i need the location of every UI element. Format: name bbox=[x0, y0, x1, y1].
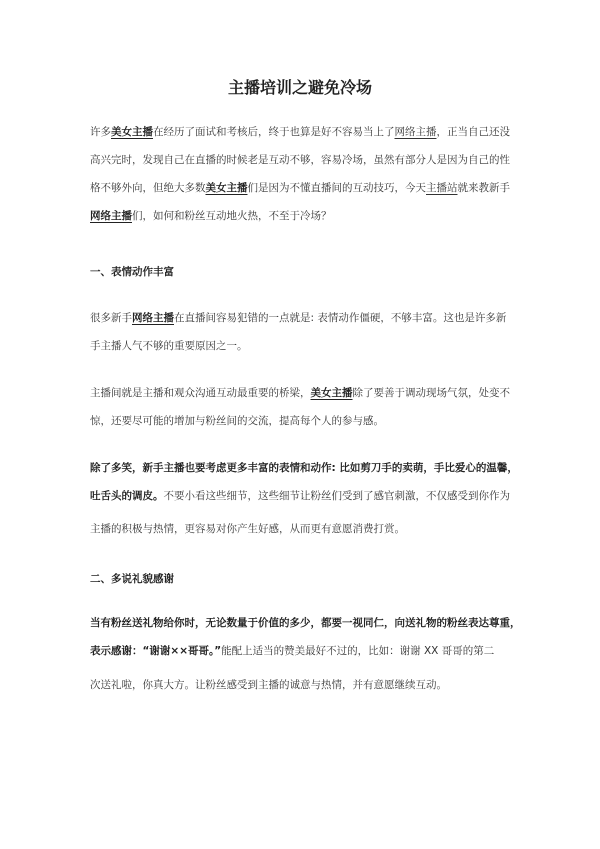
text-line bbox=[90, 671, 530, 699]
intro-paragraph bbox=[90, 118, 530, 230]
text-line bbox=[90, 407, 530, 435]
text-segment: 们，如何和粉丝互动地火热，不至于冷场？ bbox=[132, 210, 332, 222]
text-segment: 手主播人气不够的重要原因之一。 bbox=[90, 340, 248, 352]
text-line bbox=[90, 202, 530, 230]
text-segment: 在经历了面试和考核后，终于也算是好不容易当上了 bbox=[153, 126, 395, 138]
text-segment: 次送礼啦，你真大方。让粉丝感受到主播的诚意与热情，并有意愿继续互动。 bbox=[90, 679, 447, 691]
text-segment: 就来教新手 bbox=[457, 182, 510, 194]
section-heading-text: 一、表情动作丰富 bbox=[90, 266, 174, 278]
keyword-link[interactable]: 主播站 bbox=[426, 182, 458, 194]
body-paragraph bbox=[90, 609, 530, 699]
body-paragraph bbox=[90, 454, 530, 543]
section-heading bbox=[90, 258, 530, 286]
bold-text-segment: 当有粉丝送礼物给你时，无论数量于价值的多少，都要一视同仁，向送礼物的粉丝表达尊重， bbox=[90, 617, 521, 629]
text-segment: 在直播间容易犯错的一点就是: 表情动作僵硬，不够丰富。这也是许多新 bbox=[174, 312, 507, 324]
text-line bbox=[90, 304, 530, 332]
text-segment: 许多 bbox=[90, 126, 111, 138]
bold-text-segment: 除了多笑，新手主播也要考虑更多丰富的表情和动作: 比如剪刀手的卖萌，手比爱心的温馨， bbox=[90, 462, 518, 474]
text-segment: 很多新手 bbox=[90, 312, 132, 324]
text-segment: 除了要善于调动现场气氛，处变不 bbox=[352, 387, 510, 399]
body-paragraph bbox=[90, 304, 530, 360]
section-heading-text: 二、多说礼貌感谢 bbox=[90, 573, 174, 585]
text-segment: ，正当自己还没 bbox=[436, 126, 510, 138]
section-heading bbox=[90, 565, 530, 593]
bold-text-segment: 表示感谢：“谢谢××哥哥。” bbox=[90, 645, 222, 657]
text-line bbox=[90, 609, 530, 637]
text-line bbox=[90, 174, 530, 202]
keyword-link[interactable]: 网络主播 bbox=[90, 210, 132, 222]
text-segment: 惊，还要尽可能的增加与粉丝间的交流，提高每个人的参与感。 bbox=[90, 415, 384, 427]
keyword-link[interactable]: 美女主播 bbox=[310, 387, 353, 399]
text-line bbox=[90, 482, 530, 510]
text-segment: 格不够外向，但绝大多数 bbox=[90, 182, 206, 194]
text-line bbox=[90, 332, 530, 360]
text-segment: 们是因为不懂直播间的互动技巧，今天 bbox=[247, 182, 426, 194]
text-segment: 主播的积极与热情，更容易对你产生好感，从而更有意愿消费打赏。 bbox=[90, 523, 405, 535]
text-line bbox=[90, 515, 530, 543]
text-segment: 主播间就是主播和观众沟通互动最重要的桥梁， bbox=[90, 387, 311, 399]
text-line bbox=[90, 146, 530, 174]
document-title: 主播培训之避免冷场 bbox=[227, 78, 372, 97]
keyword-link[interactable]: 网络主播 bbox=[394, 126, 437, 138]
text-line bbox=[90, 454, 530, 482]
text-segment: 不要小看这些细节，这些细节让粉丝们受到了感官刺激，不仅感受到你作为 bbox=[163, 490, 510, 502]
text-segment: 高兴完时，发现自己在直播的时候老是互动不够，容易冷场，虽然有部分人是因为自己的性 bbox=[90, 154, 510, 166]
text-line bbox=[90, 118, 530, 146]
bold-text-segment: 吐舌头的调皮。 bbox=[90, 490, 164, 502]
keyword-link[interactable]: 美女主播 bbox=[205, 182, 248, 194]
body-paragraph bbox=[90, 379, 530, 435]
keyword-link[interactable]: 美女主播 bbox=[111, 126, 153, 138]
text-segment: 能配上适当的赞美最好不过的，比如：谢谢 XX 哥哥的第二 bbox=[221, 645, 495, 657]
text-line bbox=[90, 637, 530, 665]
keyword-link[interactable]: 网络主播 bbox=[132, 312, 174, 324]
text-line bbox=[90, 379, 530, 407]
